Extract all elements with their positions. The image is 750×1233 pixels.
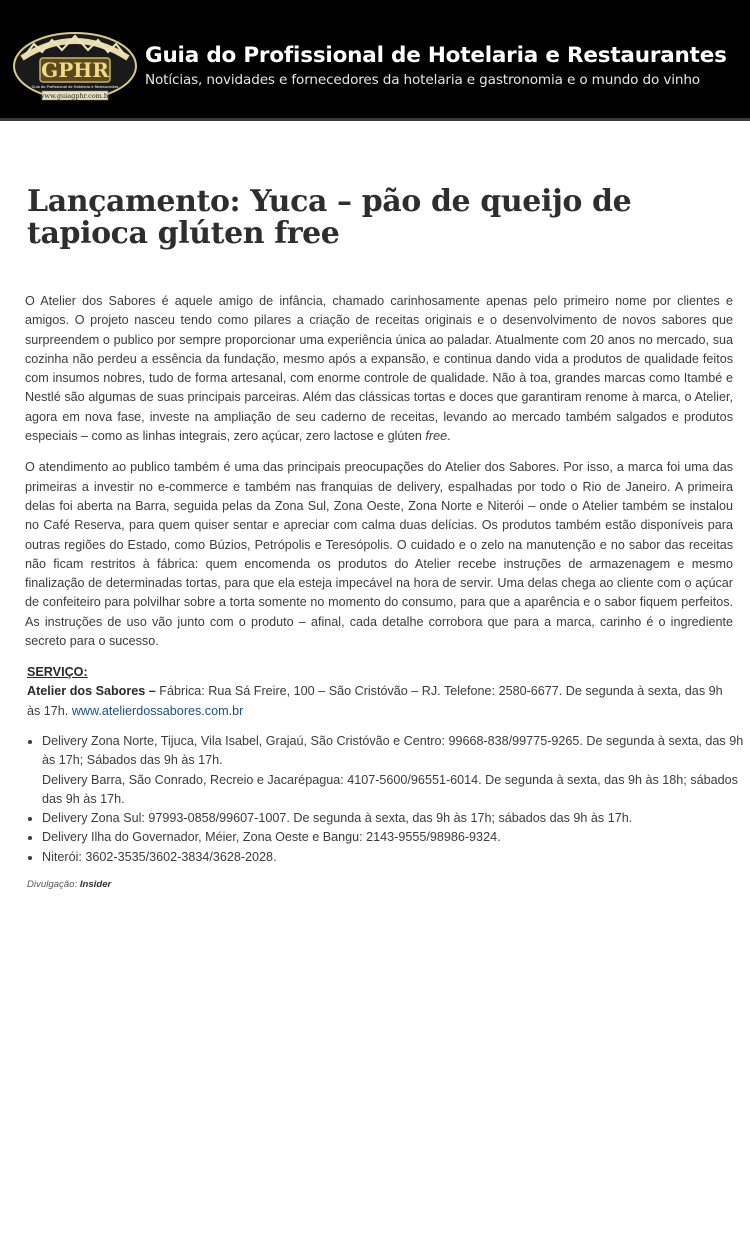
logo-text: GPHR: [41, 58, 109, 82]
paragraph-1-end: .: [447, 429, 451, 444]
article-body: [25, 292, 733, 663]
list-item: • Niterói: 3602-3535/3602-3834/3628-2028.: [42, 848, 750, 867]
paragraph-2: O atendimento ao publico também é uma das principais preocupações do Atelier dos Sabores. Por isso, a marca foi uma das primeiras a investir no e-commerce e também nas franquias de delivery, espalhadas por todo o Rio de Janeiro. A primeira delas foi aberta na Barra, seguida pelas da Zona Sul, Zona Oeste, Zona Norte e Niterói – onde o Atelier também se instalou no Café Reserva, para quem quiser sentar e apreciar com calma duas delícias. Os produtos também estão disponíveis para outras regiões do Estado, como Búzios, Petrópolis e Teresópolis. O cuidado e o zelo na manutenção e no sabor das receitas não ficam restritos à fábrica: quem encomenda os produtos do Atelier recebe instruções de armazenagem e mesmo finalização de determinadas tortas, para que ela esteja impecável na hora de servir. Uma delas chega ao cliente com o açúcar de confeiteiro para polvilhar sobre a torta somente no momento do consumo, para que a aparência e o sabor fiquem perfeitos. As instruções de uso vão junto com o produto – afinal, cada detalhe corrobora que para a marca, carinho é o ingrediente secreto para o sucesso.: [25, 460, 733, 649]
list-item: [42, 732, 750, 809]
site-subtitle: Notícias, novidades e fornecedores da hotelaria e gastronomia e o mundo do vinho: [145, 72, 700, 88]
delivery-line: Delivery Barra, São Conrado, Recreio e Jacarépagua: 4107-5600/96551-6014. De segunda à sexta, das 9h às 18h; sábados das 9h às 17h.: [42, 772, 738, 806]
website-link[interactable]: www.atelierdossabores.com.br: [71, 703, 244, 718]
article-title: Lançamento: Yuca – pão de queijo de tapioca glúten free: [27, 184, 632, 251]
credit-source: Insider: [79, 879, 112, 890]
service-name: Atelier dos Sabores –: [27, 684, 156, 699]
service-section: [27, 663, 735, 721]
article-header: [27, 186, 733, 250]
paragraph-1-text: O Atelier dos Sabores é aquele amigo de infância, chamado carinhosamente apenas pelo primeiro nome por clientes e amigos. O projeto nasceu tendo como pilares a criação de receitas originais e o desenvolvimento de novos sabores que surpreendem o publico por sempre proporcionar uma experiência única ao paladar. Atualmente com 20 anos no mercado, sua cozinha não perdeu a essência da fundação, mesmo após a expansão, e continua dando vida a produtos de qualidade feitos com insumos nobres, tudo de forma artesanal, com enorme controle de qualidade. Não à toa, grandes marcas como Itambé e Nestlé são algumas de suas principais parceiras. Além das clássicas tortas e doces que garantiram renome à marca, o Atelier, agora em nova fase, investe na ampliação de seu caderno de receitas, levando ao mercado também salgados e produtos especiais – como as linhas integrais, zero açúcar, zero lactose e glúten: [25, 294, 733, 444]
delivery-line: • Delivery Zona Norte, Tijuca, Vila Isabel, Grajaú, São Cristóvão e Centro: 99668-838/99775-9265. De segunda à sexta, das 9h às 17h; Sábados das 9h às 17h.: [42, 734, 744, 768]
logo-emblem-icon: [12, 30, 138, 104]
service-details: Fábrica: Rua Sá Freire, 100 – São Cristóvão – RJ. Telefone: 2580-6677. De segunda à sexta, das 9h às 17h.: [27, 684, 723, 718]
service-info: [27, 682, 735, 721]
delivery-list: [27, 732, 750, 867]
logo-url-text: www.guiagphr.com.br: [38, 92, 112, 100]
credit-label: Divulgação:: [27, 879, 78, 890]
list-item: • Delivery Ilha do Governador, Méier, Zona Oeste e Bangu: 2143-9555/98986-9324.: [42, 828, 750, 847]
site-title[interactable]: Guia do Profissional de Hotelaria e Restaurantes: [145, 43, 727, 68]
site-logo[interactable]: [12, 30, 138, 104]
logo-fine-text: Guia do Profissional de Hotelaria e Restaurantes: [31, 85, 119, 89]
paragraph-1-italic: free: [425, 429, 448, 444]
list-item: • Delivery Zona Sul: 97993-0858/99607-1007. De segunda à sexta, das 9h às 17h; sábados das 9h às 17h.: [42, 809, 750, 828]
photo-credit: [27, 879, 111, 890]
site-header: [0, 0, 750, 121]
paragraph-1: [25, 292, 733, 446]
service-heading: SERVIÇO:: [27, 665, 88, 679]
